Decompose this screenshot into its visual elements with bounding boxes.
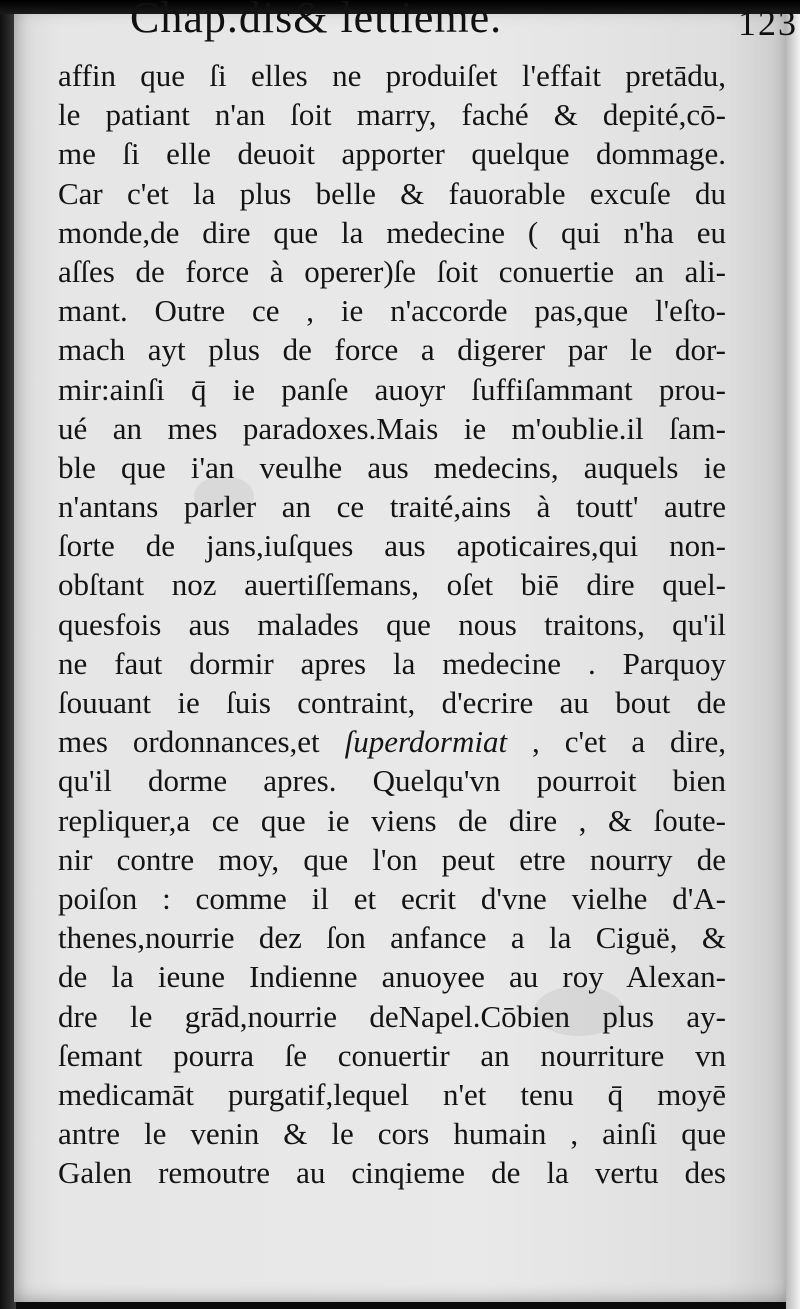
text-line: ué an mes paradoxes.Mais ie m'oublie.il ſam- (58, 410, 726, 446)
running-head (130, 0, 798, 52)
text-segment: , c'et a dire, (507, 724, 726, 760)
body-text (58, 56, 726, 1192)
text-line: affin que ſi elles ne produiſet l'effait pretādu, (58, 58, 726, 93)
text-line: aſſes de force à operer)ſe ſoit conuertie an ali- (58, 253, 726, 289)
text-line: poiſon : comme il et ecrit d'vne vielhe d'A- (58, 880, 726, 916)
text-line: mir:ainſi q̄ ie panſe auoyr ſuffiſammant prou- (58, 371, 726, 407)
text-line: mant. Outre ce , ie n'accorde pas,que l'eſto- (58, 293, 726, 329)
text-segment: mes ordonnances,et (58, 724, 345, 760)
text-line: medicamāt purgatif,lequel n'et tenu q̄ moyē (58, 1076, 726, 1112)
text-line: repliquer,a ce que ie viens de dire , & ſoute- (58, 802, 726, 838)
text-line: me ſi elle deuoit apporter quelque dommage. (58, 136, 726, 172)
text-line-with-italic (58, 722, 726, 761)
text-line: thenes,nourrie dez ſon anfance a la Ciguë, & (58, 920, 726, 956)
text-line: antre le venin & le cors humain , ainſi que (58, 1116, 726, 1152)
text-line: obſtant noz auertiſſemans, oſet biē dire quel- (58, 567, 726, 603)
text-line: le patiant n'an ſoit marry, faché & depité,cō- (58, 97, 726, 133)
text-line: mach ayt plus de force a digerer par le dor- (58, 332, 726, 368)
text-line: ſouuant ie ſuis contraint, d'ecrire au bout de (58, 685, 726, 720)
page-edge (786, 0, 800, 1309)
text-line: n'antans parler an ce traité,ains à toutt' autre (58, 489, 726, 525)
running-title: Chap.dis& lettieme. (130, 0, 503, 42)
text-line: ſemant pourra ſe conuertir an nourriture vn (58, 1037, 726, 1073)
text-line: qu'il dorme apres. Quelqu'vn pourroit bien (58, 763, 726, 799)
text-line: monde,de dire que la medecine ( qui n'ha eu (58, 214, 726, 250)
text-line: nir contre moy, que l'on peut etre nourry de (58, 841, 726, 877)
page-number: 123 (738, 3, 798, 43)
text-line: ne faut dormir apres la medecine . Parquoy (58, 645, 726, 681)
text-line: de la ieune Indienne anuoyee au roy Alexan- (58, 959, 726, 995)
text-line: Galen remoutre au cinqieme de la vertu des (58, 1155, 726, 1191)
text-line: dre le grād,nourrie deNapel.Cōbien plus ay- (58, 998, 726, 1034)
text-line: Car c'et la plus belle & fauorable excuſe du (58, 175, 726, 211)
text-line: ſorte de jans,iuſques aus apoticaires,qui non- (58, 528, 726, 564)
text-line: quesfois aus malades que nous traitons, qu'il (58, 606, 726, 642)
text-line: ble que i'an veulhe aus medecins, auquels ie (58, 449, 726, 485)
italic-latin-term: ſuperdormiat (344, 724, 508, 760)
